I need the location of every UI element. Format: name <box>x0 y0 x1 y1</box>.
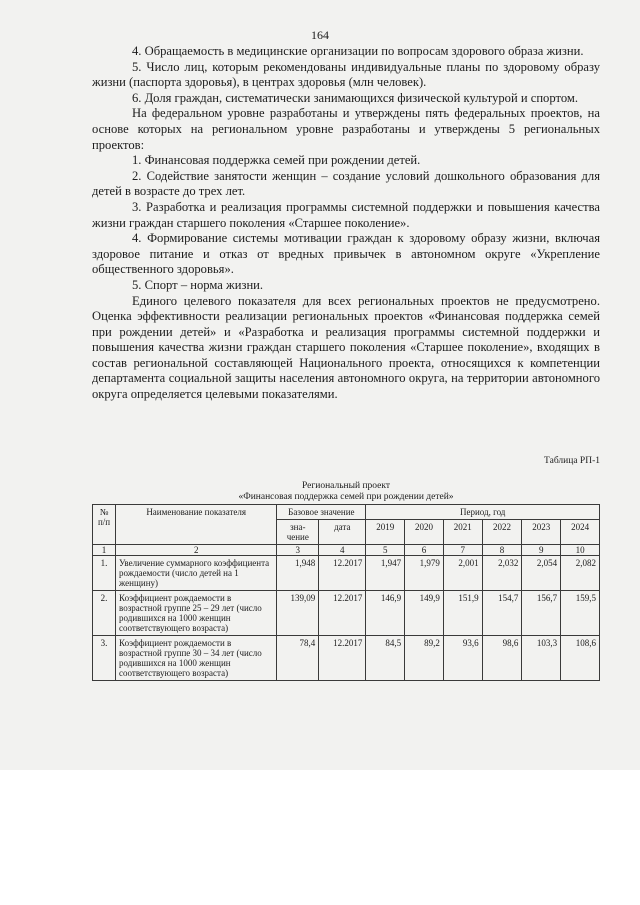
indicator-name: Увеличение суммарного коэффициента рождаемости (число детей на 1 женщину) <box>116 556 277 591</box>
table-caption-subtitle: «Финансовая поддержка семей при рождении детей» <box>238 492 454 502</box>
year-value: 108,6 <box>561 636 600 681</box>
index-cell: 5 <box>366 545 405 556</box>
row-number: 1. <box>93 556 116 591</box>
header-year: 2019 <box>366 520 405 545</box>
body-text <box>92 44 600 403</box>
base-date: 12.2017 <box>319 591 366 636</box>
year-value: 2,032 <box>482 556 522 591</box>
year-value: 98,6 <box>482 636 522 681</box>
paragraph: 4. Формирование системы мотивации граждан к здоровому образу жизни, включая здоровое питание и отказ от вредных привычек в автономном округе «Укрепление общественного здоровья». <box>92 231 600 277</box>
header-year: 2020 <box>405 520 444 545</box>
base-date: 12.2017 <box>319 636 366 681</box>
year-value: 149,9 <box>405 591 444 636</box>
header-base-value-date: дата <box>319 520 366 545</box>
header-indicator-name: Наименование показателя <box>116 505 277 545</box>
index-cell: 10 <box>561 545 600 556</box>
year-value: 2,082 <box>561 556 600 591</box>
paragraph: 5. Число лиц, которым рекомендованы индивидуальные планы по здоровому образу жизни (паспорта здоровья), в центрах здоровья (млн человек). <box>92 59 600 90</box>
header-year: 2022 <box>482 520 522 545</box>
index-cell: 1 <box>93 545 116 556</box>
index-cell: 9 <box>522 545 561 556</box>
index-cell: 6 <box>405 545 444 556</box>
indicator-name: Коэффициент рождаемости в возрастной группе 30 – 34 лет (число родившихся на 1000 женщин соответствующего возраста) <box>116 636 277 681</box>
index-cell: 2 <box>116 545 277 556</box>
index-cell: 8 <box>482 545 522 556</box>
base-date: 12.2017 <box>319 556 366 591</box>
paragraph: 2. Содействие занятости женщин – создание условий дошкольного образования для детей в возрасте до трех лет. <box>92 168 600 199</box>
table-row <box>93 556 600 591</box>
year-value: 93,6 <box>443 636 482 681</box>
indicators-table <box>92 504 600 681</box>
header-year: 2024 <box>561 520 600 545</box>
year-value: 2,054 <box>522 556 561 591</box>
header-base-value-value: зна-чение <box>277 520 319 545</box>
table-row <box>93 636 600 681</box>
page-number: 164 <box>311 28 329 42</box>
paragraph: 3. Разработка и реализация программы системной поддержки и повышения качества жизни граждан старшего поколения «Старшее поколение». <box>92 199 600 230</box>
header-period: Период, год <box>366 505 600 520</box>
year-value: 103,3 <box>522 636 561 681</box>
index-cell: 7 <box>443 545 482 556</box>
year-value: 146,9 <box>366 591 405 636</box>
paragraph: На федеральном уровне разработаны и утверждены пять федеральных проектов, на основе которых на региональном уровне разработаны и утверждены 5 региональных проектов: <box>92 106 600 152</box>
paragraph: 6. Доля граждан, систематически занимающихся физической культурой и спортом. <box>132 90 579 105</box>
paragraph: 5. Спорт – норма жизни. <box>132 277 264 292</box>
paragraph: 1. Финансовая поддержка семей при рождении детей. <box>132 153 421 168</box>
header-base-value: Базовое значение <box>277 505 366 520</box>
table-header-row <box>93 505 600 520</box>
year-value: 159,5 <box>561 591 600 636</box>
year-value: 84,5 <box>366 636 405 681</box>
row-number: 3. <box>93 636 116 681</box>
index-cell: 3 <box>277 545 319 556</box>
header-year: 2021 <box>443 520 482 545</box>
header-year: 2023 <box>522 520 561 545</box>
base-value: 139,09 <box>277 591 319 636</box>
indicator-name: Коэффициент рождаемости в возрастной группе 25 – 29 лет (число родившихся на 1000 женщин соответствующего возраста) <box>116 591 277 636</box>
paragraph: 4. Обращаемость в медицинские организации по вопросам здорового образа жизни. <box>132 44 584 58</box>
year-value: 1,947 <box>366 556 405 591</box>
paragraph: Единого целевого показателя для всех региональных проектов не предусмотрено. Оценка эффективности реализации региональных проектов «Финансовая поддержка семей при рождении детей» и «Разработка и реализация программы системной поддержки и повышения качества жизни граждан старшего поколения «Старшее поколение», входящих в состав региональной составляющей Национального проекта, относящихся к компетенции департамента социальной защиты населения автономного округа, на территории автономного округа определяется целевыми показателями. <box>92 293 600 402</box>
table-index-row <box>93 545 600 556</box>
year-value: 156,7 <box>522 591 561 636</box>
index-cell: 4 <box>319 545 366 556</box>
base-value: 78,4 <box>277 636 319 681</box>
year-value: 154,7 <box>482 591 522 636</box>
year-value: 2,001 <box>443 556 482 591</box>
table-label: Таблица РП-1 <box>544 456 600 466</box>
blank-margin <box>0 770 640 905</box>
year-value: 1,979 <box>405 556 444 591</box>
row-number: 2. <box>93 591 116 636</box>
table-row <box>93 591 600 636</box>
year-value: 89,2 <box>405 636 444 681</box>
year-value: 151,9 <box>443 591 482 636</box>
base-value: 1,948 <box>277 556 319 591</box>
table-caption-title: Региональный проект <box>301 481 391 491</box>
header-num: № п/п <box>93 505 116 545</box>
